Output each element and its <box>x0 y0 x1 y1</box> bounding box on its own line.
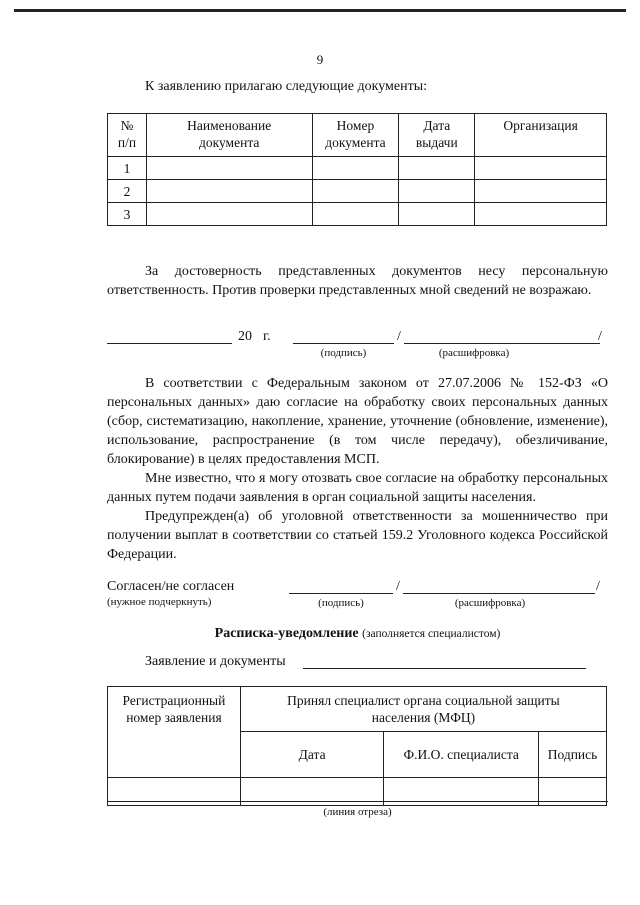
cell-doc-number[interactable] <box>312 157 399 180</box>
signature-line[interactable] <box>293 331 394 344</box>
consent-personal-data: В соответствии с Федеральным законом от 27.07.2006 № 152-ФЗ «О персональных данных» даю согласие на обработку своих персональных данных (сбор, систематизацию, накопление, хранение, уточнение (обновление, изменение), использование, распространение (в том числе передачу), обезличивание, блокирование) в целях предоставления МСП. <box>107 376 608 467</box>
documents-table-header <box>108 114 607 157</box>
receipt-accepted-by-header: Принял специалист органа социальной защиты населения (МФЦ) <box>240 687 606 732</box>
row-number: 3 <box>108 203 147 226</box>
header-num: № п/п <box>108 114 147 157</box>
year-unit: г. <box>263 329 271 344</box>
top-border-line <box>14 9 626 12</box>
header-doc-name: Наименование документа <box>146 114 312 157</box>
receipt-specialist-header: Ф.И.О. специалиста <box>384 732 539 778</box>
cell-issue-date[interactable] <box>399 180 475 203</box>
agree-label: Согласен/не согласен <box>107 579 235 594</box>
cell-organization[interactable] <box>475 157 607 180</box>
receipt-date-header: Дата <box>240 732 384 778</box>
cell-organization[interactable] <box>475 203 607 226</box>
cut-line <box>107 801 608 802</box>
cell-issue-date[interactable] <box>399 157 475 180</box>
receipt-reg-number-header: Регистрационный номер заявления <box>108 687 241 778</box>
row-number: 2 <box>108 180 147 203</box>
agree-decoding-caption: (расшифровка) <box>454 597 526 609</box>
receipt-signature-header: Подпись <box>539 732 607 778</box>
receipt-title-block <box>107 626 608 642</box>
responsibility-statement: За достоверность представленных документов несу персональную ответственность. Против проверки представленных мной сведений не возражаю. <box>107 264 608 298</box>
page-number: 9 <box>316 52 324 67</box>
row-number: 1 <box>108 157 147 180</box>
agree-decoding-line[interactable] <box>403 581 595 594</box>
cell-organization[interactable] <box>475 180 607 203</box>
header-doc-number: Номер документа <box>312 114 399 157</box>
table-row <box>108 203 607 226</box>
slash-separator: / <box>397 329 401 344</box>
receipt-title: Расписка-уведомление <box>214 626 359 641</box>
consent-revocation: Мне известно, что я могу отозвать свое согласие на обработку персональных данных путем подачи заявления в орган социальной защиты населения. <box>107 471 608 505</box>
cell-doc-name[interactable] <box>146 157 312 180</box>
slash-separator: / <box>598 329 602 344</box>
slash-separator: / <box>396 579 400 594</box>
year-prefix: 20 <box>238 329 252 344</box>
agree-hint: (нужное подчеркнуть) <box>107 596 212 608</box>
cell-doc-number[interactable] <box>312 203 399 226</box>
documents-table <box>107 113 607 226</box>
date-field-line[interactable] <box>107 331 232 344</box>
cut-line-caption: (линия отреза) <box>323 806 392 818</box>
receipt-docs-line[interactable] <box>303 656 586 669</box>
cell-doc-name[interactable] <box>146 180 312 203</box>
agree-signature-line[interactable] <box>289 581 393 594</box>
table-row <box>108 180 607 203</box>
receipt-title-note: (заполняется специалистом) <box>362 628 501 640</box>
consent-block <box>107 374 608 564</box>
agree-signature-caption: (подпись) <box>318 597 364 609</box>
cell-doc-number[interactable] <box>312 180 399 203</box>
receipt-docs-label: Заявление и документы <box>145 654 286 669</box>
attachments-intro: К заявлению прилагаю следующие документы: <box>145 79 428 94</box>
signature-caption: (подпись) <box>320 347 367 359</box>
table-row <box>108 157 607 180</box>
cell-doc-name[interactable] <box>146 203 312 226</box>
slash-separator: / <box>596 579 600 594</box>
decoding-line[interactable] <box>404 331 600 344</box>
header-issue-date: Дата выдачи <box>399 114 475 157</box>
fraud-warning: Предупрежден(а) об уголовной ответственности за мошенничество при получении выплат в соответствии со статьей 159.2 Уголовного кодекса Российской Федерации. <box>107 509 608 562</box>
receipt-table <box>107 686 607 806</box>
decoding-caption: (расшифровка) <box>438 347 510 359</box>
header-organization: Организация <box>475 114 607 157</box>
cell-issue-date[interactable] <box>399 203 475 226</box>
